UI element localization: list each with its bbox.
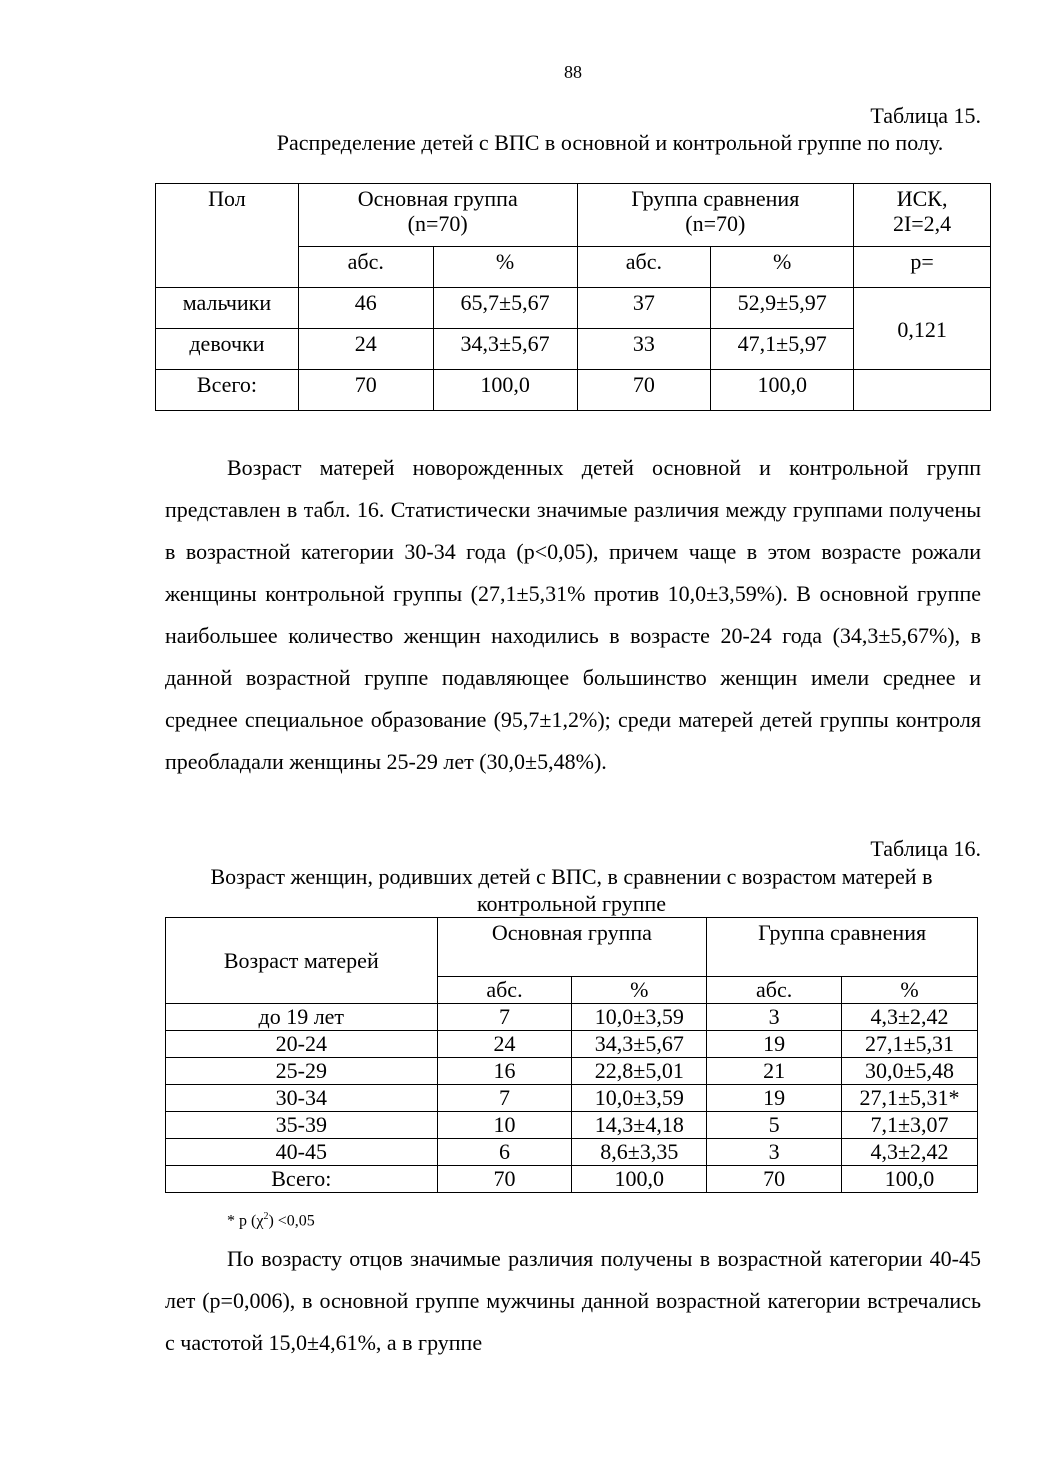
table15-label: Таблица 15. (870, 103, 981, 128)
table-cell: 100,0 (842, 1166, 978, 1193)
table15-header-main: Основная группа (n=70) (298, 184, 577, 247)
table-row (166, 1139, 978, 1166)
table-cell: 27,1±5,31 (842, 1031, 978, 1058)
table-cell-label: 40-45 (166, 1139, 438, 1166)
table15-header-pct: % (433, 247, 577, 288)
table-cell-label: Всего: (166, 1166, 438, 1193)
table-cell: 100,0 (433, 370, 577, 411)
table-row (156, 370, 991, 411)
table-cell: 46 (298, 288, 433, 329)
table-row (166, 1058, 978, 1085)
table-cell: 37 (577, 288, 711, 329)
table-row (166, 1004, 978, 1031)
table15-header-p: p= (854, 247, 991, 288)
table-cell: 22,8±5,01 (572, 1058, 707, 1085)
table15-title: Распределение детей с ВПС в основной и контрольной группе по полу. (276, 130, 944, 155)
table-cell-label: мальчики (156, 288, 299, 329)
table-cell-label: до 19 лет (166, 1004, 438, 1031)
table-cell-label: 25-29 (166, 1058, 438, 1085)
table-cell: 33 (577, 329, 711, 370)
table-cell: 5 (707, 1112, 842, 1139)
table16-footnote: * p $(\chi^2) <0,05$ (227, 1211, 315, 1230)
table-cell: 24 (437, 1031, 572, 1058)
table15-header-compare: Группа сравнения (n=70) (577, 184, 854, 247)
table-cell: 70 (707, 1166, 842, 1193)
table-cell: 10,0±3,59 (572, 1085, 707, 1112)
table15-header-pct: % (711, 247, 854, 288)
table16-header-main: Основная группа (437, 918, 707, 977)
table-cell: 70 (298, 370, 433, 411)
table16-header-abs: абс. (707, 977, 842, 1004)
table-cell: 7 (437, 1085, 572, 1112)
table16-header-age: Возраст матерей (166, 918, 438, 1004)
table15-header-abs: абс. (298, 247, 433, 288)
table16-header-abs: абс. (437, 977, 572, 1004)
table-cell: 16 (437, 1058, 572, 1085)
table-cell-label: девочки (156, 329, 299, 370)
table16-header-pct: % (842, 977, 978, 1004)
table-cell: 34,3±5,67 (433, 329, 577, 370)
table16-title: Возраст женщин, родивших детей с ВПС, в сравнении с возрастом матерей в контрольной группе (210, 864, 933, 916)
table-cell: 19 (707, 1085, 842, 1112)
table15-header-isk: ИСК, 2I=2,4 (854, 184, 991, 247)
table-cell-label: 30-34 (166, 1085, 438, 1112)
table-cell: 100,0 (572, 1166, 707, 1193)
table-row (166, 1085, 978, 1112)
table-cell: 19 (707, 1031, 842, 1058)
table16 (165, 917, 978, 1193)
table-row (166, 1031, 978, 1058)
table-cell: 3 (707, 1004, 842, 1031)
table-cell-label: 35-39 (166, 1112, 438, 1139)
table15-p-value: 0,121 (854, 288, 991, 370)
table16-header-pct: % (572, 977, 707, 1004)
table-cell: 7 (437, 1004, 572, 1031)
table-cell: 14,3±4,18 (572, 1112, 707, 1139)
table16-label: Таблица 16. (870, 836, 981, 861)
paragraph-mothers-age: Возраст матерей новорожденных детей основной и контрольной групп представлен в табл. 16. Статистически значимые различия между группами получены в возрастной категории 30-34 года (p<0,05), причем чаще в этом возрасте рожали женщины контрольной группы (27,1±5,31% против 10,0±3,59%). В основной группе наибольшее количество женщин находились в возрасте 20-24 года (34,3±5,67%), в данной возрастной группе подавляющее большинство женщин имели среднее и среднее специальное образование (95,7±1,2%); среди матерей детей группы контроля преобладали женщины 25-29 лет (30,0±5,48%). (165, 455, 981, 774)
table16-header-compare: Группа сравнения (707, 918, 978, 977)
table-cell: 10,0±3,59 (572, 1004, 707, 1031)
table-cell: 27,1±5,31* (842, 1085, 978, 1112)
table-cell: 100,0 (711, 370, 854, 411)
table-cell: 30,0±5,48 (842, 1058, 978, 1085)
table-cell: 10 (437, 1112, 572, 1139)
table-cell: 65,7±5,67 (433, 288, 577, 329)
table-row (166, 1166, 978, 1193)
page-number: 88 (564, 62, 582, 82)
table-cell: 70 (577, 370, 711, 411)
table-row (156, 288, 991, 329)
table-cell: 6 (437, 1139, 572, 1166)
table-cell: 24 (298, 329, 433, 370)
table-cell: 52,9±5,97 (711, 288, 854, 329)
table-cell-label: 20-24 (166, 1031, 438, 1058)
table-cell: 4,3±2,42 (842, 1004, 978, 1031)
table-cell: 47,1±5,97 (711, 329, 854, 370)
table-cell: 7,1±3,07 (842, 1112, 978, 1139)
table-cell-label: Всего: (156, 370, 299, 411)
table15 (155, 183, 991, 411)
table-cell: 4,3±2,42 (842, 1139, 978, 1166)
paragraph-fathers-age: По возрасту отцов значимые различия получены в возрастной категории 40-45 лет (p=0,006), в основной группе мужчины данной возрастной категории встречались с частотой 15,0±4,61%, а в группе (165, 1246, 981, 1355)
table-cell: 70 (437, 1166, 572, 1193)
table-cell: 34,3±5,67 (572, 1031, 707, 1058)
table-cell: 8,6±3,35 (572, 1139, 707, 1166)
table-row (166, 1112, 978, 1139)
table15-header-sex: Пол (156, 184, 299, 288)
table-cell: 3 (707, 1139, 842, 1166)
table-cell-empty (854, 370, 991, 411)
table-cell: 21 (707, 1058, 842, 1085)
table15-header-abs: абс. (577, 247, 711, 288)
